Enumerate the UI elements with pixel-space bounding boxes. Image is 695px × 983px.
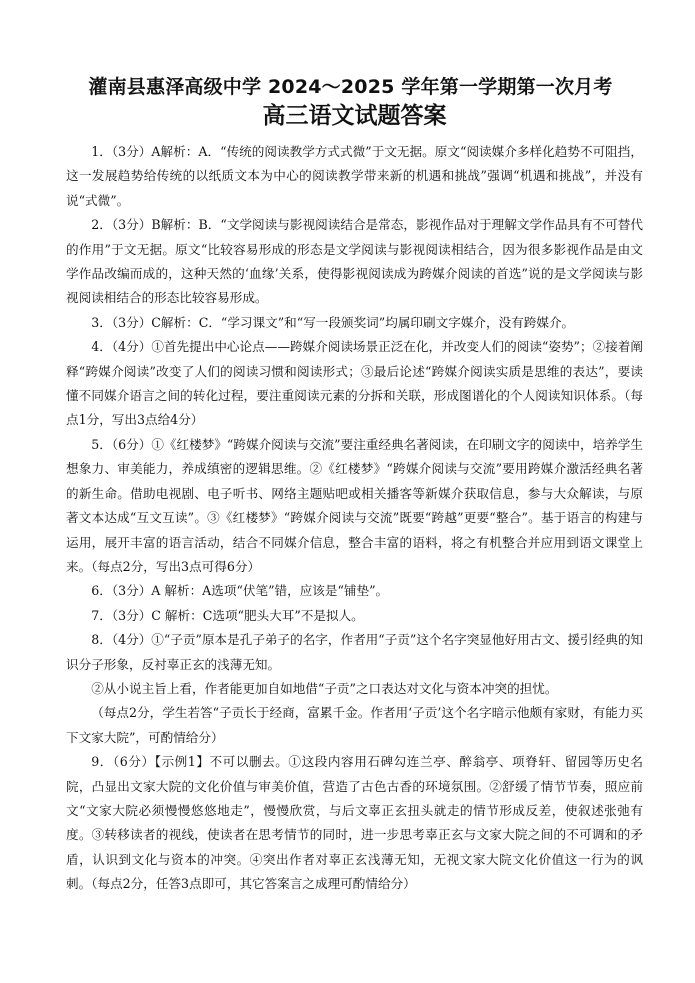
answer-4: 4．（4分）①首先提出中心论点——跨媒介阅读场景正泛在化，并改变人们的阅读“姿势”；②接着阐释“跨媒介阅读”改变了人们的阅读习惯和阅读形式；③最后论述“跨媒介阅读实质是思维的表达”，要读懂不同媒介语言之间的转化过程，要注重阅读元素的分拆和关联，形成图谱化的个人阅读知识体系。（每点1分，写出3点给4分） bbox=[66, 339, 643, 428]
answer-8-scoring-note: （每点2分，学生若答“子贡长于经商，富累千金。作者用‘子贡’这个名字暗示他颇有家财，有能力买下文家大院”，可酌情给分） bbox=[66, 705, 643, 745]
answer-9: 9．（6分）【示例1】不可以删去。①这段内容用石碑勾连兰亭、醉翁亭、项脊轩、留园等历史名院，凸显出文家大院的文化价值与审美价值，营造了古色古香的环境氛围。②舒缓了情节节奏，照应前文“文家大院必须慢慢悠悠地走”，慢慢欣赏，与后文辜正玄扭头就走的情节形成反差，使叙述张弛有度。③转移读者的视线，使读者在思考情节的同时，进一步思考辜正玄与文家大院之间的不可调和的矛盾，认识到文化与资本的冲突。④突出作者对辜正玄浅薄无知，无视文家大院文化价值这一行为的讽刺。（每点2分，任答3点即可，其它答案言之成理可酌情给分） bbox=[66, 754, 643, 892]
answer-8-point-2: ②从小说主旨上看，作者能更加自如地借“子贡”之口表达对文化与资本冲突的担忧。 bbox=[91, 680, 558, 696]
answer-7: 7．（3分）C 解析：C选项“肥头大耳”不是拟人。 bbox=[91, 607, 364, 623]
answer-2: 2．（3分）B解析：B．“文学阅读与影视阅读结合是常态，影视作品对于理解文学作品具有不可替代的作用”于文无据。原文“比较容易形成的形态是文学阅读与影视阅读相结合，因为很多影视作品是由文学作品改编而成的，这种天然的‘血缘’关系，使得影视阅读成为跨媒介阅读的首选”说的是文学阅读与影视阅读相结合的形态比较容易形成。 bbox=[66, 217, 643, 306]
answer-3: 3．（3分）C解析：C．“学习课文”和“写一段颁奖词”均属印刷文字媒介，没有跨媒介。 bbox=[91, 314, 575, 330]
answer-6: 6．（3分）A 解析：A选项“伏笔”错，应该是“铺垫”。 bbox=[91, 583, 389, 599]
answer-8-point-1: 8．（4分）①“子贡”原本是孔子弟子的名字，作者用“子贡”这个名字突显他好用古文、援引经典的知识分子形象，反衬辜正玄的浅薄无知。 bbox=[66, 632, 644, 672]
answer-5: 5．（6分）①《红楼梦》“跨媒介阅读与交流”要注重经典名著阅读，在印刷文字的阅读中，培养学生想象力、审美能力，养成缜密的逻辑思维。②《红楼梦》“跨媒介阅读与交流”要用跨媒介激活经典名著的新生命。借助电视剧、电子听书、网络主题贴吧或相关播客等新媒介获取信息，参与大众解读，与原著文本达成“互文互读”。③《红楼梦》“跨媒介阅读与交流”既要“跨越”更要“整合”。基于语言的构建与运用，展开丰富的语言活动，结合不同媒介信息，整合丰富的语料，将之有机整合并应用到语文课堂上来。（每点2分，写出3点可得6分） bbox=[66, 436, 643, 574]
exam-title: 灌南县惠泽高级中学 2024～2025 学年第一学期第一次月考 bbox=[88, 76, 613, 98]
answer-key-title: 高三语文试题答案 bbox=[262, 103, 447, 129]
answer-1: 1．（3分）A解析：A．“传统的阅读教学方式式微”于文无据。原文“阅读媒介多样化趋势不可阻挡，这一发展趋势给传统的以纸质文本为中心的阅读教学带来新的机遇和挑战”强调“机遇和挑战”，并没有说“式微”。 bbox=[66, 144, 643, 208]
